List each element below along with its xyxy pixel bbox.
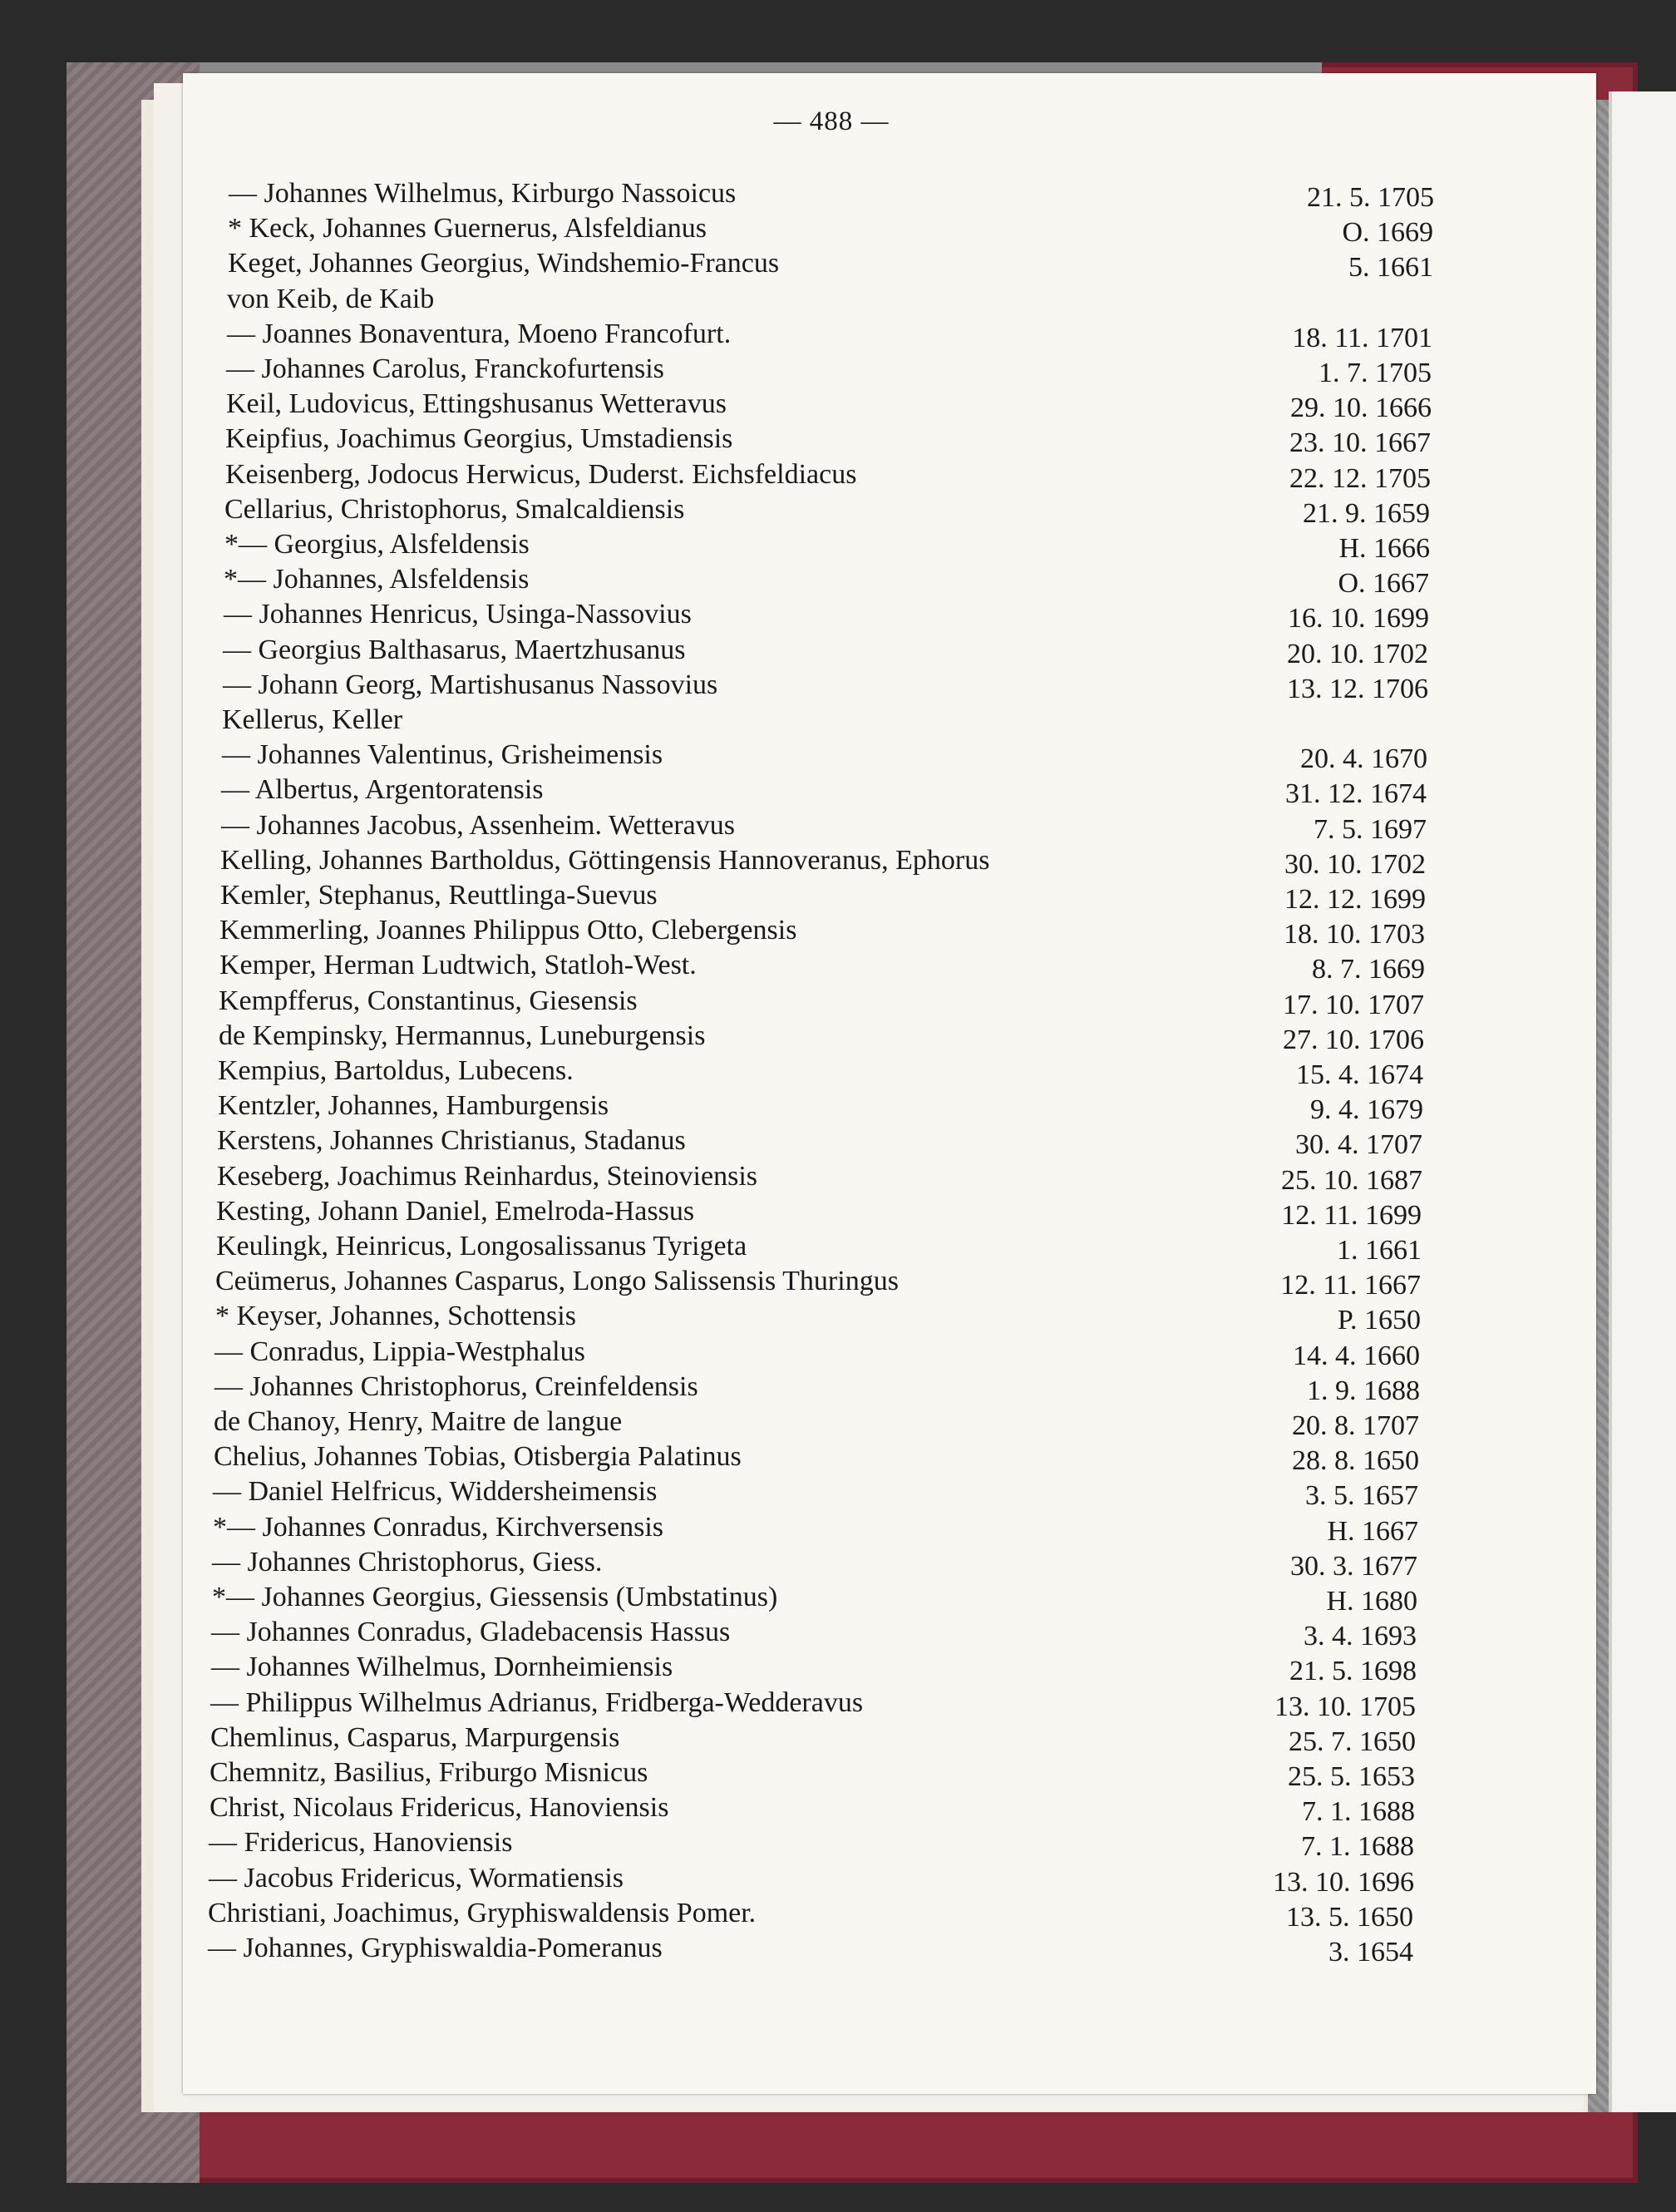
- register-entry: [217, 1159, 1422, 1194]
- entry-date: 29. 10. 1666: [1290, 393, 1432, 424]
- register-entry: [219, 913, 1425, 948]
- register-entry: [226, 387, 1432, 422]
- entry-name: — Johannes Christophorus, Creinfeldensis: [214, 1370, 698, 1402]
- entry-date: 1. 9. 1688: [1307, 1375, 1420, 1406]
- register-entry: [212, 1580, 1417, 1615]
- entry-date: P. 1650: [1337, 1305, 1421, 1336]
- entry-name: *— Johannes Georgius, Giessensis (Umbstatinus): [212, 1582, 778, 1612]
- register-entry: [219, 1019, 1424, 1054]
- entry-name: — Joannes Bonaventura, Moeno Francofurt.: [227, 318, 732, 349]
- register-entry: [222, 703, 1427, 738]
- register-entry: [219, 984, 1424, 1019]
- entry-date: 31. 12. 1674: [1285, 778, 1427, 810]
- entry-date: H. 1667: [1327, 1515, 1418, 1547]
- entry-date: 30. 10. 1702: [1284, 848, 1426, 880]
- register-entry: [225, 422, 1431, 457]
- entry-name: de Chanoy, Henry, Maitre de langue: [214, 1406, 623, 1437]
- register-entry: [222, 738, 1427, 773]
- register-entry: [208, 1931, 1413, 1966]
- register-entry: [214, 1405, 1419, 1439]
- entry-name: *— Johannes, Alsfeldensis: [224, 564, 530, 595]
- entry-name: Keisenberg, Jodocus Herwicus, Duderst. Eichsfeldiacus: [225, 458, 857, 490]
- entry-date: H. 1680: [1326, 1586, 1417, 1617]
- entry-date: 13. 5. 1650: [1286, 1901, 1413, 1933]
- entry-name: — Philippus Wilhelmus Adrianus, Fridberga-Wedderavus: [210, 1686, 864, 1718]
- entry-name: — Johannes Henricus, Usinga-Nassovius: [224, 599, 692, 630]
- entry-date: 20. 10. 1702: [1287, 638, 1428, 669]
- entry-name: — Johann Georg, Martishusanus Nassovius: [223, 669, 718, 700]
- entry-date: 15. 4. 1674: [1296, 1059, 1423, 1090]
- entry-date: 22. 12. 1705: [1289, 462, 1431, 494]
- register-entry: [211, 1615, 1417, 1650]
- entry-name: Kentzler, Johannes, Hamburgensis: [218, 1090, 609, 1122]
- register-entry: [214, 1370, 1420, 1405]
- register-entry: [208, 1896, 1413, 1931]
- entry-date: 1. 7. 1705: [1319, 358, 1432, 388]
- entry-date: 3. 4. 1693: [1304, 1621, 1417, 1652]
- entry-date: 21. 9. 1659: [1303, 497, 1430, 529]
- entry-date: 27. 10. 1706: [1283, 1024, 1424, 1055]
- register-entry: [213, 1510, 1418, 1545]
- entry-date: 28. 8. 1650: [1292, 1445, 1419, 1477]
- register-entry: [214, 1335, 1420, 1370]
- entry-date: 12. 11. 1667: [1280, 1270, 1421, 1301]
- entry-name: Chemlinus, Casparus, Marpurgensis: [210, 1721, 620, 1753]
- entry-name: Chelius, Johannes Tobias, Otisbergia Palatinus: [214, 1441, 742, 1473]
- entry-name: *— Johannes Conradus, Kirchversensis: [213, 1511, 664, 1543]
- register-entry: [210, 1721, 1416, 1755]
- entry-date: 9. 4. 1679: [1310, 1094, 1423, 1126]
- entry-date: 23. 10. 1667: [1289, 427, 1431, 459]
- entry-date: 12. 11. 1699: [1281, 1199, 1422, 1231]
- register-entry: [216, 1194, 1422, 1229]
- entry-name: — Johannes Carolus, Franckofurtensis: [226, 353, 664, 384]
- register-entry: [218, 1089, 1423, 1126]
- entry-date: 14. 4. 1660: [1293, 1340, 1420, 1371]
- entry-date: 20. 4. 1670: [1300, 743, 1427, 775]
- entry-name: Christ, Nicolaus Fridericus, Hanoviensis: [210, 1792, 669, 1824]
- entry-name: — Georgius Balthasarus, Maertzhusanus: [223, 634, 686, 665]
- entry-name: Cellarius, Christophorus, Smalcaldiensis: [224, 493, 685, 525]
- entry-name: Kemper, Herman Ludtwich, Statloh-West.: [219, 950, 697, 981]
- entry-date: O. 1667: [1338, 568, 1429, 600]
- register-entry: [209, 1825, 1414, 1863]
- page-number: — 488 —: [773, 106, 890, 136]
- register-entry: [212, 1545, 1417, 1580]
- entry-name: * Keck, Johannes Guernerus, Alsfeldianus: [228, 213, 707, 244]
- register-entry: [210, 1790, 1415, 1828]
- register-entry: [220, 843, 1426, 878]
- register-entry: [211, 1650, 1417, 1685]
- entry-date: 3. 5. 1657: [1305, 1480, 1418, 1512]
- entry-name: — Johannes Jacobus, Assenheim. Wetteravus: [221, 809, 735, 841]
- entry-name: — Albertus, Argentoratensis: [221, 774, 544, 806]
- register-entry: [228, 211, 1433, 249]
- register-entry: [216, 1229, 1422, 1264]
- register-entry: [215, 1299, 1421, 1334]
- register-entry: [209, 1861, 1414, 1896]
- entry-date: 30. 3. 1677: [1290, 1550, 1417, 1582]
- entry-name: Christiani, Joachimus, Gryphiswaldensis Pomer.: [208, 1897, 757, 1928]
- entry-name: — Johannes Conradus, Gladebacensis Hassus: [211, 1617, 731, 1648]
- entry-date: 21. 5. 1705: [1307, 182, 1434, 213]
- entry-date: 17. 10. 1707: [1283, 989, 1424, 1020]
- entry-name: Kelling, Johannes Bartholdus, Göttingensis Hannoveranus, Ephorus: [220, 844, 990, 876]
- register-entry: [223, 633, 1428, 668]
- entry-date: 7. 5. 1697: [1314, 813, 1427, 845]
- register-entry: [221, 808, 1427, 843]
- entry-name: Keulingk, Heinricus, Longosalissanus Tyrigeta: [216, 1231, 747, 1262]
- entry-date: 13. 10. 1696: [1273, 1866, 1414, 1898]
- register-entry: [219, 948, 1425, 983]
- entry-date: 5. 1661: [1348, 252, 1433, 284]
- entry-date: 16. 10. 1699: [1288, 603, 1429, 634]
- entry-date: 30. 4. 1707: [1295, 1129, 1422, 1161]
- entry-date: 25. 5. 1653: [1288, 1761, 1415, 1792]
- entry-name: — Jacobus Fridericus, Wormatiensis: [209, 1862, 624, 1894]
- register-entry: [224, 562, 1429, 600]
- register-entry: [214, 1439, 1419, 1477]
- entry-date: H. 1666: [1338, 533, 1430, 564]
- entry-name: Kempius, Bartoldus, Lubecens.: [218, 1055, 574, 1086]
- entry-name: *— Georgius, Alsfeldensis: [224, 529, 530, 560]
- entry-name: * Keyser, Johannes, Schottensis: [215, 1301, 576, 1332]
- register-entry: [224, 597, 1429, 632]
- register-entry: [220, 878, 1426, 913]
- register-entry: [224, 492, 1430, 527]
- register-entry: [226, 352, 1432, 387]
- register-entry: [225, 457, 1431, 492]
- entry-name: — Johannes Valentinus, Grisheimensis: [222, 739, 663, 771]
- entry-date: 7. 1. 1688: [1301, 1831, 1414, 1863]
- entry-date: O. 1669: [1342, 217, 1433, 249]
- entry-date: 25. 10. 1687: [1281, 1164, 1422, 1196]
- register-entry: [210, 1755, 1415, 1790]
- entry-date: 13. 10. 1705: [1274, 1691, 1416, 1722]
- register-entry: [213, 1474, 1418, 1512]
- entry-name: de Kempinsky, Hermannus, Luneburgensis: [219, 1020, 706, 1051]
- entry-name: Ceümerus, Johannes Casparus, Longo Salissensis Thuringus: [215, 1266, 899, 1297]
- entry-date: 3. 1654: [1328, 1937, 1413, 1968]
- entry-date: 12. 12. 1699: [1284, 884, 1426, 915]
- register-entry: [218, 1054, 1423, 1089]
- register-entry: [221, 773, 1427, 810]
- entry-name: — Johannes, Gryphiswaldia-Pomeranus: [208, 1933, 663, 1963]
- entry-name: — Conradus, Lippia-Westphalus: [214, 1336, 585, 1367]
- entry-date: 20. 8. 1707: [1292, 1410, 1419, 1441]
- entry-name: Kellerus, Keller: [222, 704, 403, 735]
- entry-date: 25. 7. 1650: [1289, 1726, 1416, 1757]
- entry-name: Kemmerling, Joannes Philippus Otto, Clebergensis: [219, 915, 797, 946]
- register-entry: [215, 1264, 1421, 1299]
- entry-name: von Keib, de Kaib: [227, 283, 435, 314]
- entry-name: — Johannes Christophorus, Giess.: [212, 1546, 603, 1578]
- entry-name: Chemnitz, Basilius, Friburgo Misnicus: [210, 1757, 648, 1788]
- entry-name: — Johannes Wilhelmus, Dornheimiensis: [211, 1652, 673, 1683]
- register-entry: [227, 317, 1432, 352]
- entry-name: Kemler, Stephanus, Reuttlinga-Suevus: [220, 880, 658, 911]
- entry-name: Keil, Ludovicus, Ettingshusanus Wetteravus: [226, 388, 727, 420]
- entry-name: — Daniel Helfricus, Widdersheimensis: [213, 1476, 658, 1508]
- entry-name: Kempfferus, Constantinus, Giesensis: [219, 985, 638, 1016]
- register-entry: [229, 176, 1434, 211]
- entry-date: 18. 11. 1701: [1292, 322, 1432, 353]
- register-entry: [224, 527, 1430, 562]
- entry-name: — Fridericus, Hanoviensis: [209, 1827, 513, 1859]
- entry-name: Kesting, Johann Daniel, Emelroda-Hassus: [216, 1195, 695, 1227]
- register-entry: [223, 668, 1428, 703]
- register-entry: [217, 1123, 1422, 1161]
- register-entry: [210, 1686, 1416, 1721]
- entry-date: 8. 7. 1669: [1312, 954, 1425, 985]
- entry-name: Keseberg, Joachimus Reinhardus, Steinoviensis: [217, 1160, 758, 1192]
- entry-date: 7. 1. 1688: [1302, 1796, 1415, 1828]
- entry-date: 18. 10. 1703: [1284, 919, 1425, 950]
- entry-name: Keget, Johannes Georgius, Windshemio-Francus: [228, 248, 780, 279]
- entry-date: 13. 12. 1706: [1287, 673, 1428, 704]
- entry-date: 1. 1661: [1337, 1235, 1422, 1266]
- register-entry: [227, 282, 1432, 317]
- register-entry: [228, 246, 1433, 284]
- entry-date: 21. 5. 1698: [1289, 1656, 1417, 1687]
- entry-name: Kerstens, Johannes Christianus, Stadanus: [217, 1125, 686, 1157]
- facing-page-edge: [1609, 91, 1676, 2112]
- entry-name: — Johannes Wilhelmus, Kirburgo Nassoicus: [229, 178, 737, 209]
- entry-name: Keipfius, Joachimus Georgius, Umstadiensis: [225, 423, 733, 455]
